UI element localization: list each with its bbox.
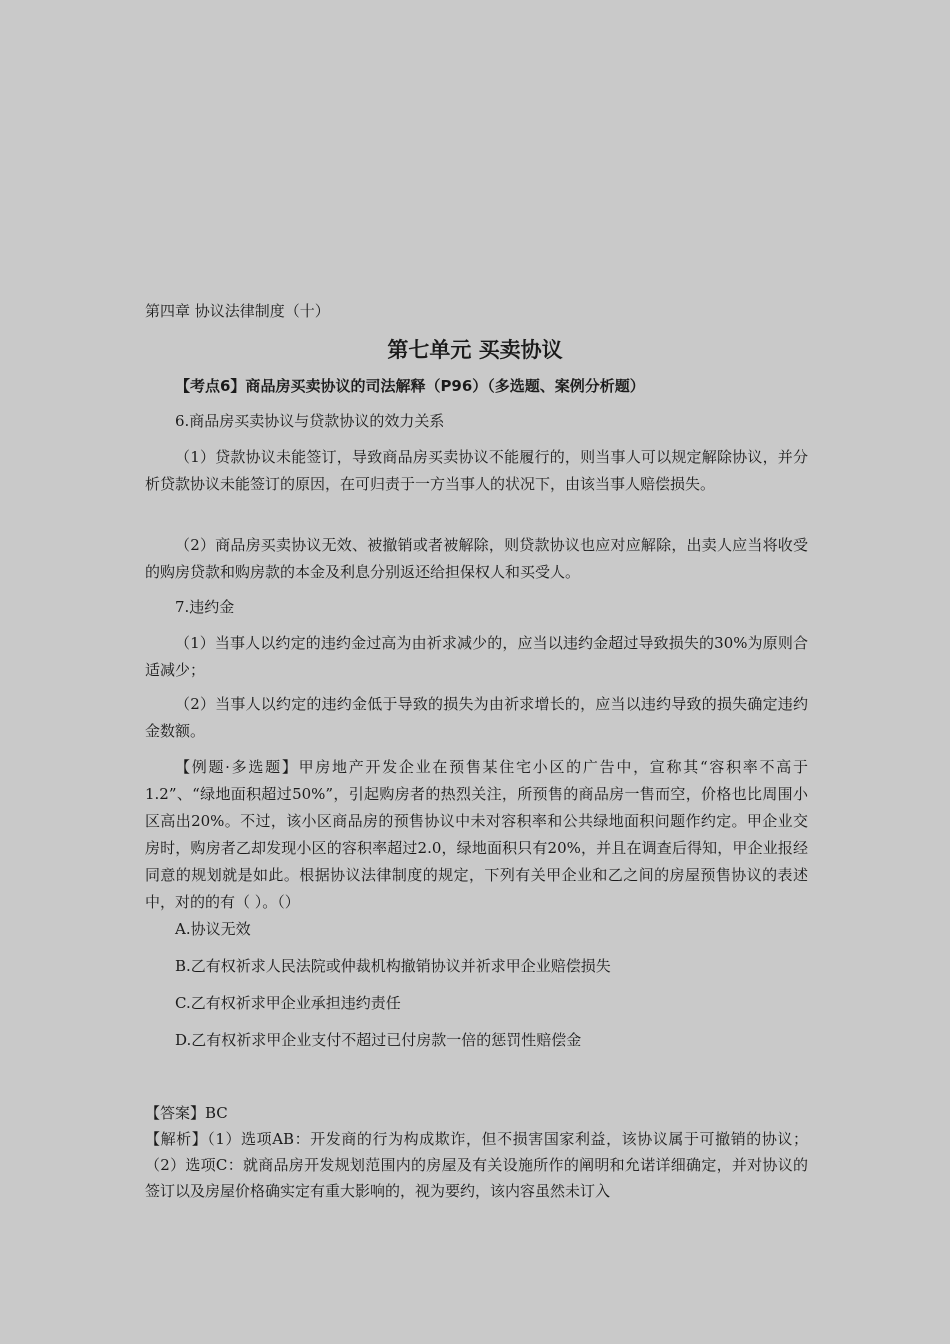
- section6-title: 6.商品房买卖协议与贷款协议的效力关系: [175, 412, 445, 430]
- option-c: C.乙有权祈求甲企业承担违约责任: [175, 994, 401, 1012]
- option-d: D.乙有权祈求甲企业支付不超过已付房款一倍的惩罚性赔偿金: [175, 1031, 582, 1049]
- example-question: 【例题·多选题】甲房地产开发企业在预售某住宅小区的广告中，宣称其“容积率不高于1.2”、“绿地面积超过50%”，引起购房者的热烈关注，所预售的商品房一售而空，价格也比周围小区高出20%。不过，该小区商品房的预售协议中未对容积率和公共绿地面积问题作约定。甲企业交房时，购房者乙却发现小区的容积率超过2.0，绿地面积只有20%，并且在调查后得知，甲企业报经同意的规划就是如此。根据协议法律制度的规定，下列有关甲企业和乙之间的房屋预售协议的表述中，对的的有（ ）。（）: [145, 758, 808, 911]
- section6-paragraph-1: （1）贷款协议未能签订，导致商品房买卖协议不能履行的，则当事人可以规定解除协议，并分析贷款协议未能签订的原因，在可归责于一方当事人的状况下，由该当事人赔偿损失。: [145, 448, 808, 493]
- section7-paragraph-1: （1）当事人以约定的违约金过高为由祈求减少的，应当以违约金超过导致损失的30%为原则合适减少；: [145, 634, 808, 679]
- section7-title: 7.违约金: [175, 598, 235, 616]
- section6-paragraph-2: （2）商品房买卖协议无效、被撤销或者被解除，则贷款协议也应对应解除，出卖人应当将收受的购房贷款和购房款的本金及利息分别返还给担保权人和买受人。: [145, 536, 808, 581]
- option-a: A.协议无效: [175, 920, 251, 938]
- answer: 【答案】BC: [145, 1104, 228, 1122]
- option-b: B.乙有权祈求人民法院或仲裁机构撤销协议并祈求甲企业赔偿损失: [175, 957, 611, 975]
- chapter-header: 第四章 协议法律制度（十）: [145, 302, 330, 320]
- unit-title: 第七单元 买卖协议: [387, 338, 563, 362]
- analysis: 【解析】（1）选项AB：开发商的行为构成欺诈，但不损害国家利益，该协议属于可撤销的协议；（2）选项C：就商品房开发规划范围内的房屋及有关设施所作的阐明和允诺详细确定，并对协议的签订以及房屋价格确实定有重大影响的，视为要约，该内容虽然未订入: [145, 1130, 808, 1200]
- kaodian-heading: 【考点6】商品房买卖协议的司法解释（P96）（多选题、案例分析题）: [175, 377, 645, 395]
- section7-paragraph-2: （2）当事人以约定的违约金低于导致的损失为由祈求增长的，应当以违约导致的损失确定违约金数额。: [145, 695, 808, 740]
